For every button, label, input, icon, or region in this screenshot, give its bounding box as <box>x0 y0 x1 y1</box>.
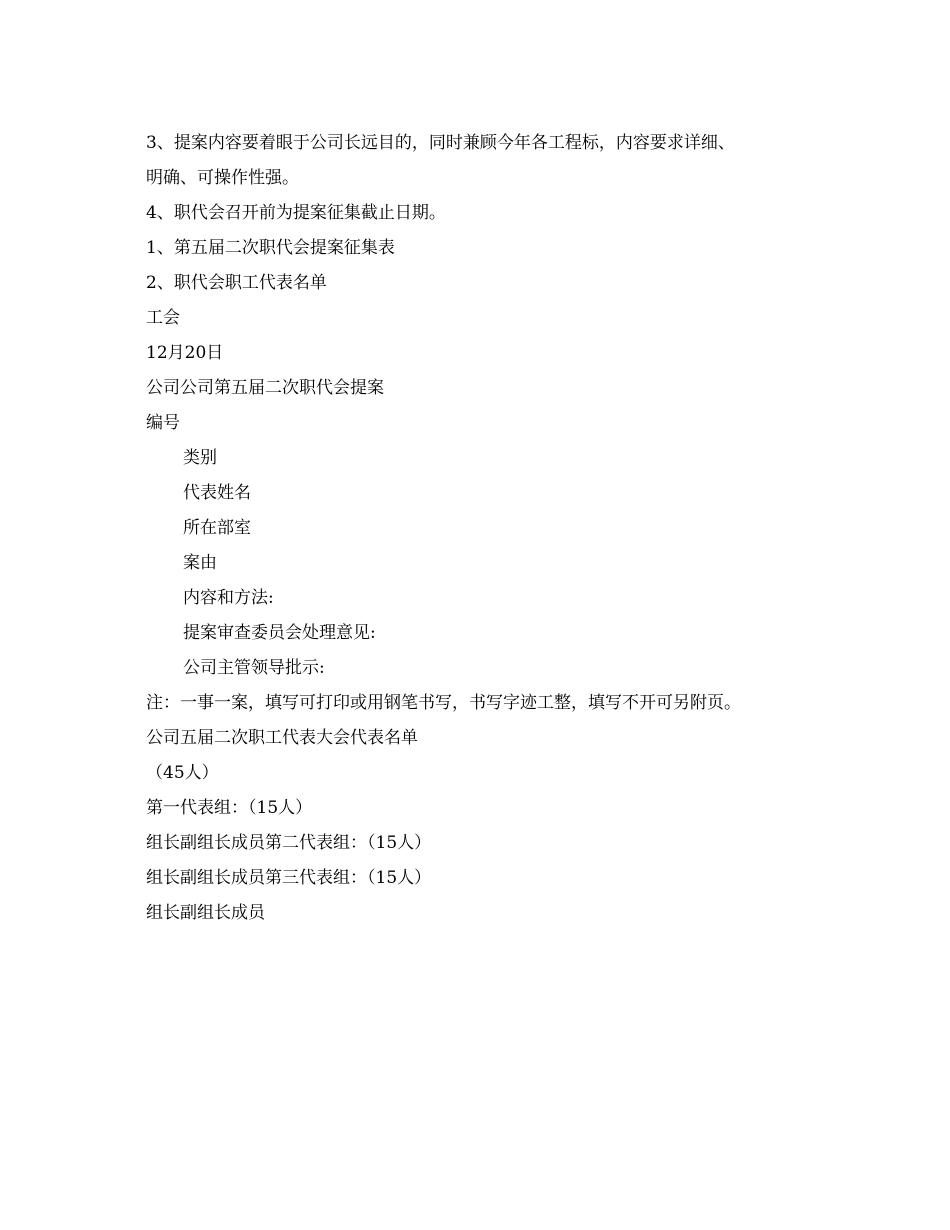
form-field-department: 所在部室 <box>183 518 251 538</box>
issuer: 工会 <box>146 308 180 328</box>
form-field-leader-approval: 公司主管领导批示: <box>183 658 325 678</box>
roster-total: （45人） <box>146 763 219 783</box>
roster-group-3: 组长副组长成员第三代表组：（15人） <box>146 868 432 888</box>
attachment-2: 2、职代会职工代表名单 <box>146 273 327 293</box>
form-field-subject: 案由 <box>183 553 217 573</box>
text-line-item3: 3、提案内容要着眼于公司长远目的，同时兼顾今年各工程标，内容要求详细、 <box>146 133 735 153</box>
issue-date: 12月20日 <box>146 343 224 363</box>
roster-title: 公司五届二次职工代表大会代表名单 <box>146 728 418 748</box>
form-field-representative-name: 代表姓名 <box>183 483 251 503</box>
text-line-item4: 4、职代会召开前为提案征集截止日期。 <box>146 203 446 223</box>
form-field-category: 类别 <box>183 448 217 468</box>
form-field-content-method: 内容和方法: <box>183 588 274 608</box>
roster-group-2: 组长副组长成员第二代表组：（15人） <box>146 833 432 853</box>
roster-group-3-members: 组长副组长成员 <box>146 903 265 923</box>
form-note: 注：一事一案，填写可打印或用钢笔书写，书写字迹工整，填写不开可另附页。 <box>146 693 741 713</box>
form-field-number: 编号 <box>146 413 180 433</box>
form-field-review-opinion: 提案审查委员会处理意见: <box>183 623 376 643</box>
attachment-1: 1、第五届二次职代会提案征集表 <box>146 238 395 258</box>
roster-group-1: 第一代表组：（15人） <box>146 798 313 818</box>
document-body <box>146 126 826 931</box>
text-line-item3-cont: 明确、可操作性强。 <box>146 168 299 188</box>
form-title: 公司公司第五届二次职代会提案 <box>146 378 384 398</box>
